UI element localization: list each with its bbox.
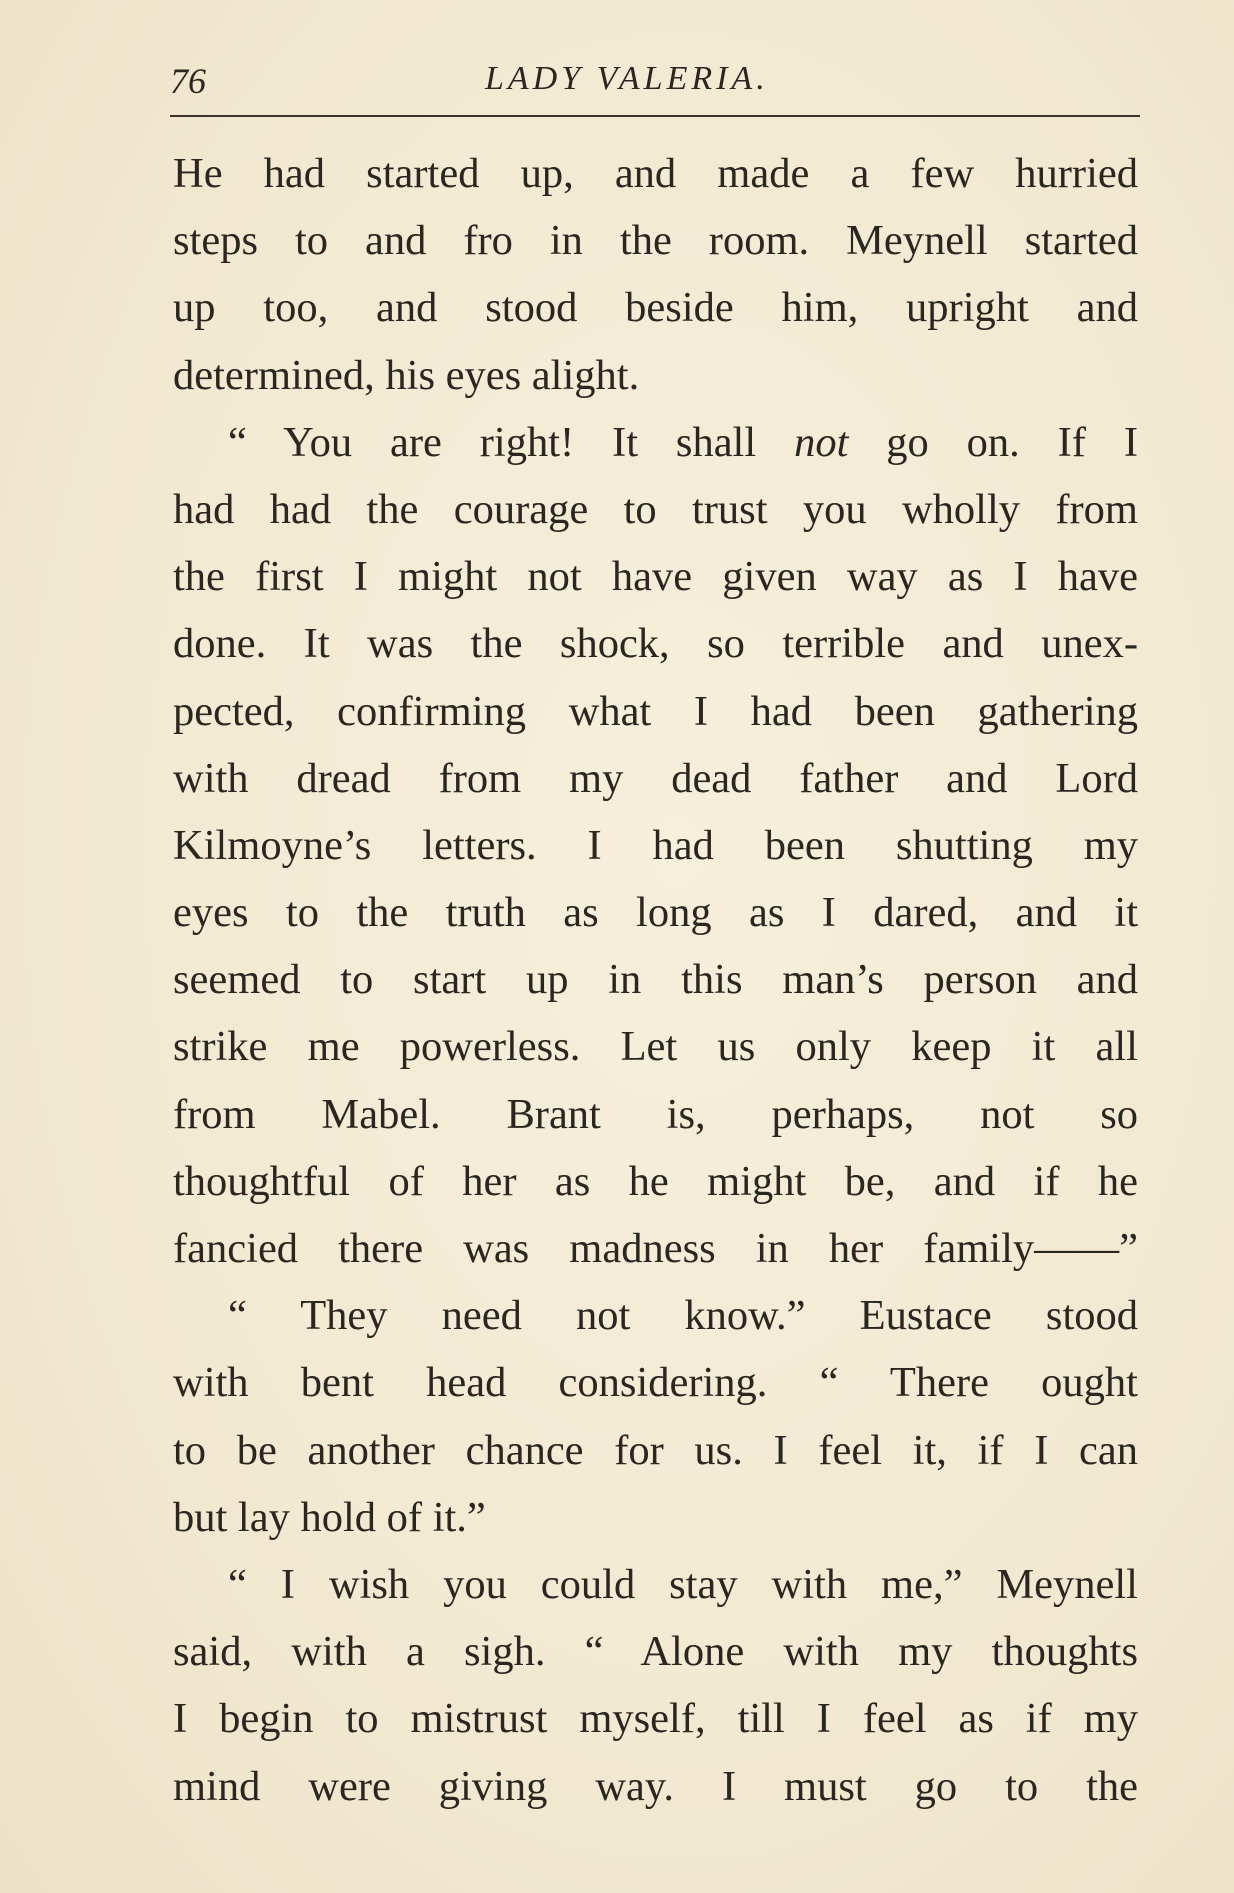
- text-segment: “ You are right! It shall: [228, 418, 757, 466]
- text-line: “ They need not know.” Eustace stood: [228, 1292, 1138, 1340]
- text-line: the first I might not have given way as I have: [173, 553, 1138, 601]
- text-line: pected, confirming what I had been gathering: [173, 687, 1138, 735]
- text-line: [173, 409, 1138, 476]
- text-line: had had the courage to trust you wholly from: [173, 485, 1138, 533]
- text-line: seemed to start up in this man’s person and: [173, 956, 1138, 1004]
- text-line: fancied there was madness in her family——”: [173, 1225, 1138, 1272]
- page-number: 76: [170, 61, 206, 101]
- text-line: “ I wish you could stay with me,” Meynell: [228, 1560, 1138, 1608]
- text-line: thoughtful of her as he might be, and if he: [173, 1157, 1138, 1205]
- text-line: done. It was the shock, so terrible and unex-: [173, 620, 1138, 668]
- text-line: eyes to the truth as long as I dared, and it: [173, 889, 1138, 937]
- text-line: steps to and fro in the room. Meynell started: [173, 217, 1138, 265]
- text-line: said, with a sigh. “ Alone with my thoughts: [173, 1628, 1138, 1676]
- emphasis-word: not: [794, 418, 849, 466]
- body-text: [173, 140, 1138, 1820]
- text-segment: go on. If I: [886, 418, 1138, 466]
- text-line: He had started up, and made a few hurried: [173, 150, 1138, 197]
- text-line: with dread from my dead father and Lord: [173, 754, 1138, 802]
- text-line: from Mabel. Brant is, perhaps, not so: [173, 1090, 1138, 1138]
- text-line: I begin to mistrust myself, till I feel as if my: [173, 1695, 1138, 1743]
- text-line: to be another chance for us. I feel it, if I can: [173, 1426, 1138, 1474]
- text-line: strike me powerless. Let us only keep it all: [173, 1023, 1138, 1071]
- text-line: but lay hold of it.”: [173, 1493, 486, 1541]
- header-rule: [170, 115, 1140, 117]
- text-line: Kilmoyne’s letters. I had been shutting my: [173, 821, 1138, 869]
- text-line: with bent head considering. “ There ought: [173, 1359, 1138, 1407]
- running-title: LADY VALERIA.: [485, 60, 769, 97]
- running-header: [170, 60, 1145, 110]
- text-line: determined, his eyes alight.: [173, 351, 640, 399]
- text-line: up too, and stood beside him, upright and: [173, 284, 1138, 332]
- text-line: mind were giving way. I must go to the: [173, 1762, 1138, 1810]
